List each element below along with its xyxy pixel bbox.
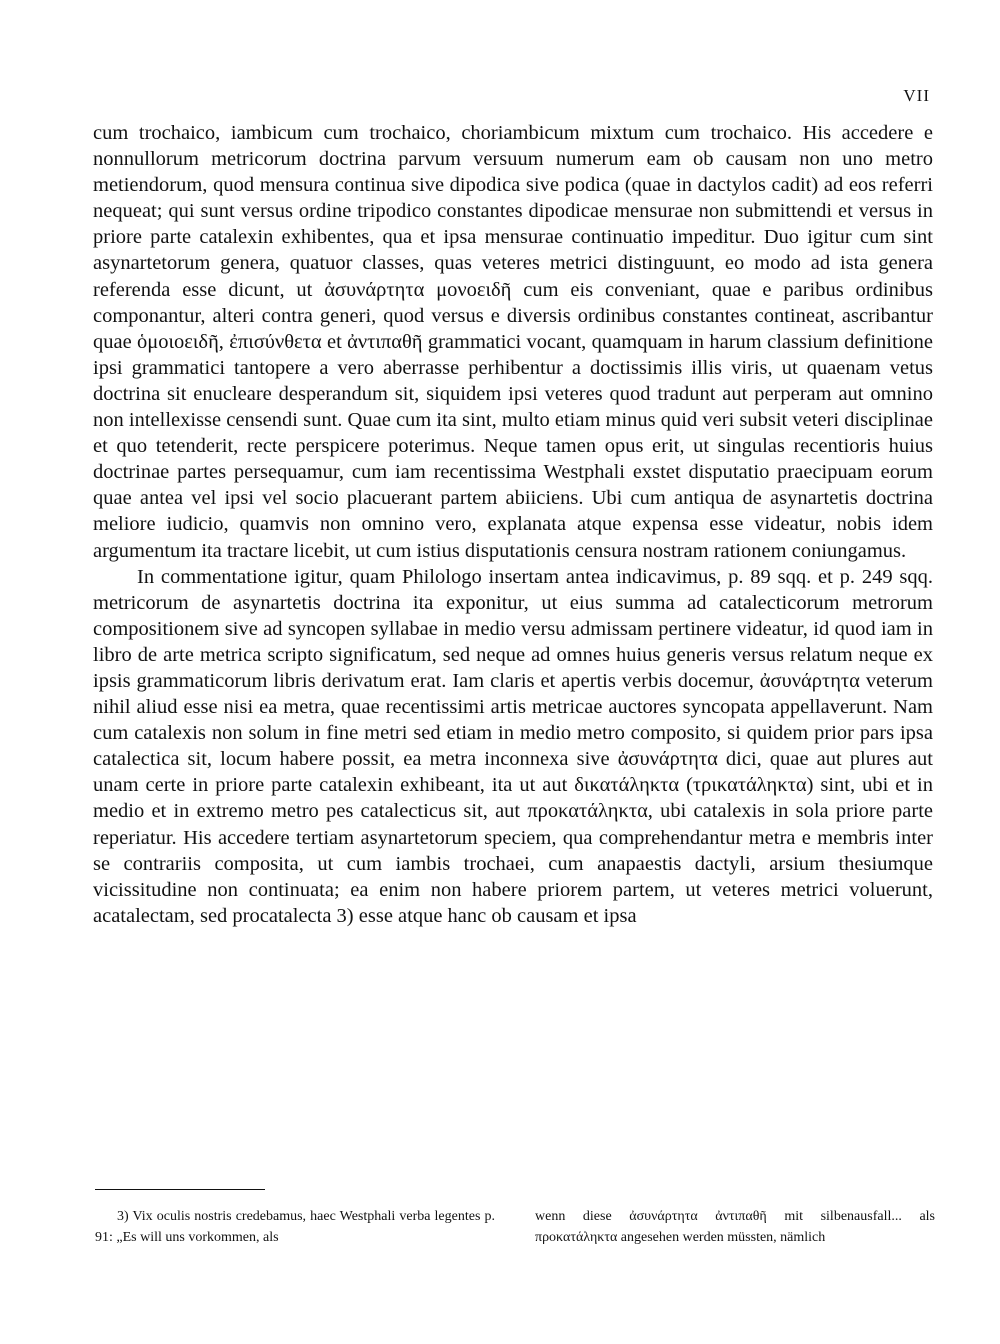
page-number: VII [903, 86, 930, 105]
paragraph-2: In commentatione igitur, quam Philologo insertam antea indicavimus, p. 89 sqq. et p. 249 sqq. metricorum de asynartetis doctrina ita exponitur, ut eius summa ad catalecticorum metrorum compositionem sive ad syncopen syllabae in medio versu admissam pertinere videatur, id quod iam in libro de arte metrica scripto significatum, sed neque ad omnes huius generis versus relatum neque ex ipsis grammaticorum libris derivatum erat. Iam claris et apertis verbis docemur, ἀσυνάρτητα veterum nihil aliud esse nisi ea metra, quae recentissimi artis metricae auctores syncopata appellaverunt. Nam cum catalexis non solum in fine metri sed etiam in medio metro composito, si quidem prior pars ipsa catalectica sit, locum habere possit, ea metra inconnexa sive ἀσυνάρτητα dici, quae aut plures aut unam certe in priore parte catalexin exhibeant, ita ut aut δικατάληκτα (τρικατάληκτα) sint, ubi et in medio et in extremo metro pes catalecticus sit, aut προκατάληκτα, ubi catalexis in sola priore parte reperiatur. His accedere tertiam asynartetorum speciem, qua comprehendantur metra e membris inter se contrariis composita, ut cum iambis trochaei, cum anapaestis dactyli, arsium thesiumque vicissitudine non continuata; ea enim non habere priorem partem, ut veteres metrici voluerunt, acatalectam, sed procatalecta 3) esse atque hanc ob causam et ipsa [93, 565, 933, 927]
footnotes [95, 1206, 935, 1248]
footnote-column-right [535, 1206, 935, 1248]
footnote-3-continued: wenn diese ἀσυνάρτητα ἀντιπαθῆ mit silbenausfall... als προκατάληκτα angesehen werden müssten, nämlich [535, 1209, 935, 1245]
paragraph-1: cum trochaico, iambicum cum trochaico, choriambicum mixtum cum trochaico. His accedere e nonnullorum metricorum doctrina parvum versuum numerum eam ob causam non uno metro metiendorum, quod mensura continua sive dipodica sive podica (quae in dactylos cadit) ad eos referri nequeat; qui sunt versus ordine tripodico constantes dipodicae mensurae non submittendi et versus in priore parte catalexin exhibentes, qua et ipsa mensurae continuatio impeditur. Duo igitur cum sint asynartetorum genera, quatuor classes, quas veteres metrici distinguunt, eo modo ad ista genera referenda esse dicunt, ut ἀσυνάρτητα μονοειδῆ cum eis conveniant, quae e paribus ordinibus componantur, alteri contra generi, quod versus e diversis ordinibus constantes contineat, ascribantur quae ὁμοιοειδῆ, ἐπισύνθετα et ἀντιπαθῆ grammatici vocant, quamquam in harum classium definitione ipsi grammatici tantopere a vero aberrasse perhibentur a doctissimis illis viris, ut quaenam vetus doctrina sit enucleare desperandum sit, siquidem ipsi veteres quod tradunt aut perperam aut omnino non intellexisse censendi sunt. Quae cum ita sint, multo etiam minus quid veri subsit veteri disciplinae et quo tetenderit, recte perspicere poterimus. Neque tamen opus erit, ut singulas recentioris huius doctrinae partes persequamur, cum iam recentissima Westphali exstet disputatio praecipuam eorum quae antea vel ipsi vel socio placuerant partem abiiciens. Ubi cum antiqua de asynartetis doctrina meliore iudicio, quamvis non omnino vero, explanata atque expensa esse videatur, nobis idem argumentum ita tractare licebit, ut cum istius disputationis censura nostram rationem coniungamus. [93, 122, 933, 562]
footnote-divider [95, 1189, 265, 1190]
footnote-3-start: 3) Vix oculis nostris credebamus, haec Westphali verba legentes p. 91: „Es will uns vorkommen, als [95, 1209, 495, 1245]
footnote-column-left [95, 1206, 495, 1248]
main-text [93, 120, 933, 929]
